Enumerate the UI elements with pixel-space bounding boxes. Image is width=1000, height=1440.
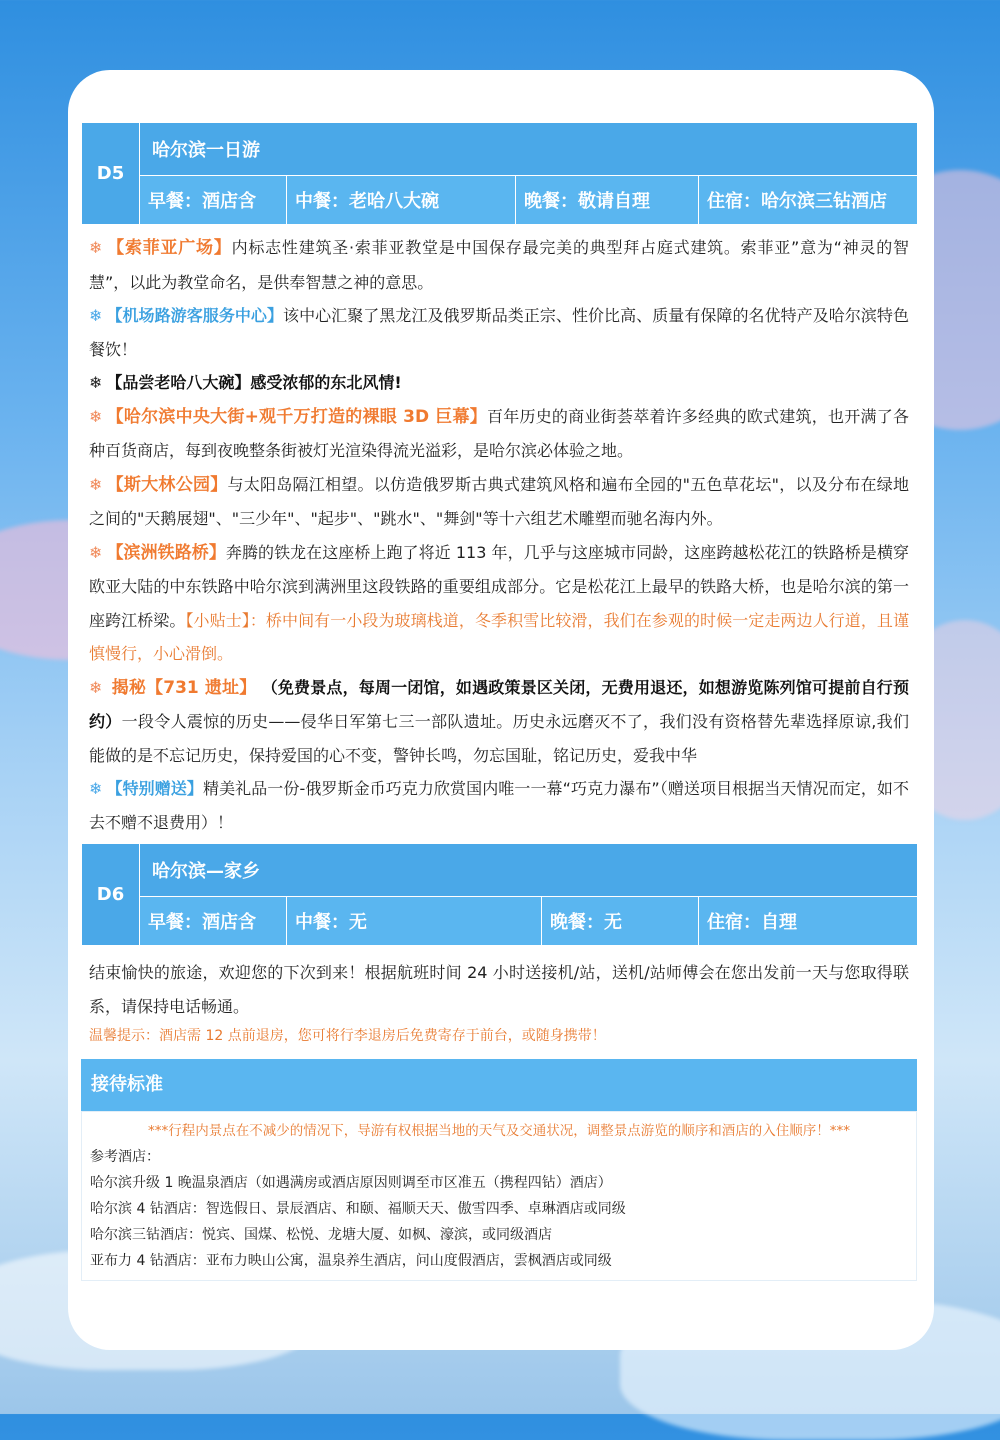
snowflake-icon: ❄: [89, 542, 103, 562]
dinner-info: 晚餐：无: [542, 897, 699, 946]
attraction-sofia: [89, 231, 909, 299]
day-label: D5: [82, 123, 140, 225]
hotel-info: 住宿：哈尔滨三钻酒店: [699, 176, 918, 225]
hotel-info: 住宿：自理: [699, 897, 918, 946]
lunch-info: 中餐：老哈八大碗: [287, 176, 516, 225]
snowflake-icon: ❄: [89, 779, 103, 798]
meal-highlight: [89, 366, 909, 400]
snowflake-icon: ❄: [89, 306, 103, 325]
attraction-airport-center: [89, 299, 909, 366]
day-header-d5: [81, 122, 918, 225]
hotel-line: 哈尔滨 4 钻酒店：智选假日、景辰酒店、和颐、福顺天天、傲雪四季、卓琳酒店或同级: [90, 1201, 626, 1217]
site731-note: （免费景点，每周一闭馆，如遇政策景区关闭，无费用退还，如想游览陈列馆可提前自行预约）: [89, 677, 909, 731]
attraction-731-site: [89, 671, 909, 773]
day-content-d5: [81, 225, 917, 843]
bridge-tip: 【小贴士】：桥中间有一小段为玻璃栈道，冬季积雪比较滑，我们在参观的时候一定走两边人行道，且谨慎慢行，小心滑倒。: [89, 610, 909, 663]
day-title: 哈尔滨一日游: [140, 123, 918, 176]
snowflake-icon: ❄: [89, 406, 103, 426]
hotel-line: 哈尔滨升级 1 晚温泉酒店（如遇满房或酒店原因则调至市区准五（携程四钻）酒店）: [90, 1175, 612, 1191]
attraction-title: 【哈尔滨中央大街+观千万打造的裸眼 3D 巨幕】: [106, 406, 487, 427]
attraction-title: 【斯大林公园】: [106, 474, 228, 495]
itinerary-card: [68, 70, 934, 1350]
attraction-title: 【滨洲铁路桥】: [106, 542, 226, 563]
attraction-title: 【索菲亚广场】: [106, 238, 232, 258]
hotel-line: 哈尔滨三钻酒店：悦宾、国煤、松悦、龙塘大厦、如枫、濠滨，或同级酒店: [90, 1227, 552, 1243]
attraction-description: 奔腾的铁龙在这座桥上跑了将近 113 年，几乎与这座城市同龄，这座跨越松花江的铁路桥是横穿欧亚大陆的中东铁路中哈尔滨到满洲里这段铁路的重要组成部分。它是松花江上最早的铁路大桥，也是哈尔滨的第一座跨江桥梁。: [89, 542, 910, 630]
snowflake-icon: ❄: [89, 677, 103, 697]
lunch-info: 中餐：无: [287, 897, 542, 946]
dinner-info: 晚餐：敬请自理: [516, 176, 699, 225]
attraction-description: 内标志性建筑圣·索菲亚教堂是中国保存最完美的典型拜占庭式建筑。索菲亚”意为“神灵的智慧”，以此为教堂命名，是供奉智慧之神的意思。: [89, 238, 910, 292]
meal-highlight-text: 【品尝老哈八大碗】感受浓郁的东北风情!: [106, 373, 402, 392]
attraction-description: 与太阳岛隔江相望。以仿造俄罗斯古典式建筑风格和遍布全园的"五色草花坛"，以及分布在绿地之间的"天鹅展翅"、"三少年"、"起步"、"跳水"、"舞剑"等十六组艺术雕塑而驰名海内外。: [89, 474, 909, 528]
attraction-central-street: [89, 400, 909, 468]
attraction-stalin-park: [89, 468, 909, 536]
day-title: 哈尔滨—家乡: [140, 844, 918, 897]
breakfast-info: 早餐：酒店含: [140, 897, 287, 946]
day-label: D6: [82, 844, 140, 946]
gift-title: 【特别赠送】: [106, 779, 203, 798]
snowflake-icon: ❄: [89, 474, 103, 494]
attraction-title: 【机场路游客服务中心】: [106, 306, 284, 325]
reference-hotels-label: 参考酒店：: [90, 1149, 160, 1165]
section-heading-standard: 接待标准: [81, 1059, 917, 1111]
attraction-description: 该中心汇聚了黑龙江及俄罗斯品类正宗、性价比高、质量有保障的名优特产及哈尔滨特色餐饮！: [89, 306, 909, 359]
breakfast-info: 早餐：酒店含: [140, 176, 287, 225]
checkout-tip: 温馨提示：酒店需 12 点前退房，您可将行李退房后免费寄存于前台，或随身携带！: [89, 1028, 606, 1044]
itinerary-content: [81, 122, 917, 1281]
special-gift: [89, 772, 909, 839]
return-description: 结束愉快的旅途，欢迎您的下次到来！根据航班时间 24 小时送接机/站，送机/站师傅会在您出发前一天与您取得联系，请保持电话畅通。: [89, 963, 909, 1016]
attraction-railway-bridge: [89, 536, 909, 671]
day-content-d6: [81, 946, 917, 1053]
day-header-d6: [81, 843, 918, 946]
reception-standard: [81, 1111, 917, 1281]
attraction-title: 揭秘【731 遗址】: [111, 677, 257, 698]
snowflake-icon: ❄: [89, 373, 103, 392]
hotel-line: 亚布力 4 钻酒店：亚布力映山公寓，温泉养生酒店，问山度假酒店，雲枫酒店或同级: [90, 1253, 612, 1269]
gift-description: 精美礼品一份-俄罗斯金币巧克力欣赏国内唯一一幕“巧克力瀑布”（赠送项目根据当天情况而定，如不去不赠不退费用）！: [89, 779, 909, 832]
schedule-notice: ***行程内景点在不减少的情况下，导游有权根据当地的天气及交通状况，调整景点游览的顺序和酒店的入住顺序！***: [148, 1123, 850, 1139]
attraction-description: 一段令人震惊的历史——侵华日军第七三一部队遗址。历史永远磨灭不了，我们没有资格替先辈选择原谅,我们能做的是不忘记历史，保持爱国的心不变，警钟长鸣，勿忘国耻，铭记历史，爱我中华: [89, 712, 909, 765]
attraction-description: 百年历史的商业街荟萃着许多经典的欧式建筑，也开满了各种百货商店，每到夜晚整条街被灯光渲染得流光溢彩，是哈尔滨必体验之地。: [89, 406, 909, 460]
snowflake-icon: ❄: [89, 238, 103, 257]
